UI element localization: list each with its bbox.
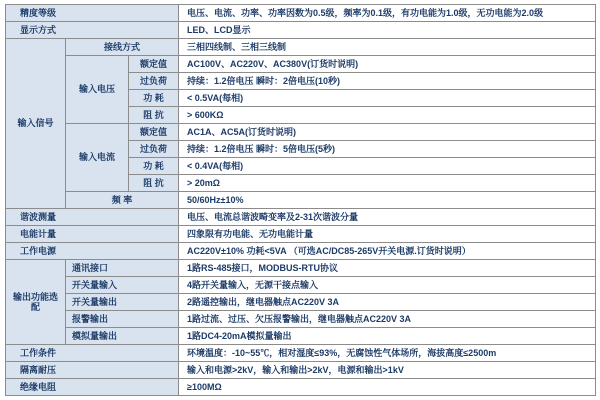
harmonic-value: 电压、电流总谐波畸变率及2-31次谐波分量	[179, 209, 596, 226]
current-rated-label: 额定值	[129, 124, 179, 141]
row-work-condition	[6, 345, 596, 362]
alarm-output-value: 1路过流、过压、欠压报警输出，继电器触点AC220V 3A	[179, 311, 596, 328]
row-alarm-output	[6, 311, 596, 328]
comm-label: 通讯接口	[66, 260, 179, 277]
voltage-group-label: 输入电压	[66, 56, 129, 124]
insulation-label: 绝缘电阻	[6, 379, 179, 396]
row-voltage-rated	[6, 56, 596, 73]
current-rated-value: AC1A、AC5A(订货时说明)	[179, 124, 596, 141]
voltage-overload-value: 持续：1.2倍电压 瞬时：2倍电压(10秒)	[179, 73, 596, 90]
energy-value: 四象限有功电能、无功电能计量	[179, 226, 596, 243]
analog-output-label: 模拟量输出	[66, 328, 179, 345]
current-impedance-value: > 20mΩ	[179, 175, 596, 192]
row-insulation	[6, 379, 596, 396]
row-analog-output	[6, 328, 596, 345]
input-signal-group-label: 输入信号	[6, 39, 66, 209]
isolation-value: 输入和电源>2kV，输入和输出>2kV，电源和输出>1kV	[179, 362, 596, 379]
current-consumption-label: 功 耗	[129, 158, 179, 175]
frequency-value: 50/60Hz±10%	[179, 192, 596, 209]
display-label: 显示方式	[6, 22, 179, 39]
work-condition-label: 工作条件	[6, 345, 179, 362]
energy-label: 电能计量	[6, 226, 179, 243]
spec-table	[5, 4, 596, 396]
current-impedance-label: 阻 抗	[129, 175, 179, 192]
alarm-output-label: 报警输出	[66, 311, 179, 328]
row-comm	[6, 260, 596, 277]
voltage-consumption-label: 功 耗	[129, 90, 179, 107]
harmonic-label: 谐波测量	[6, 209, 179, 226]
row-harmonic	[6, 209, 596, 226]
wiring-value: 三相四线制、三相三线制	[179, 39, 596, 56]
analog-output-value: 1路DC4-20mA模拟量输出	[179, 328, 596, 345]
digital-output-label: 开关量输出	[66, 294, 179, 311]
accuracy-value: 电压、电流、功率、功率因数为0.5级，频率为0.1级，有功电能为1.0级，无功电能为2.0级	[179, 5, 596, 22]
current-group-label: 输入电流	[66, 124, 129, 192]
row-display	[6, 22, 596, 39]
row-energy	[6, 226, 596, 243]
digital-input-value: 4路开关量输入，无源干接点输入	[179, 277, 596, 294]
row-digital-output	[6, 294, 596, 311]
isolation-label: 隔离耐压	[6, 362, 179, 379]
voltage-overload-label: 过负荷	[129, 73, 179, 90]
row-frequency	[6, 192, 596, 209]
power-supply-label: 工作电源	[6, 243, 179, 260]
row-wiring	[6, 39, 596, 56]
row-power-supply	[6, 243, 596, 260]
row-isolation	[6, 362, 596, 379]
voltage-rated-value: AC100V、AC220V、AC380V(订货时说明)	[179, 56, 596, 73]
row-accuracy	[6, 5, 596, 22]
current-overload-label: 过负荷	[129, 141, 179, 158]
power-supply-value: AC220V±10% 功耗<5VA （可选AC/DC85-265V开关电源.订货时说明）	[179, 243, 596, 260]
comm-value: 1路RS-485接口，MODBUS-RTU协议	[179, 260, 596, 277]
row-current-rated	[6, 124, 596, 141]
insulation-value: ≥100MΩ	[179, 379, 596, 396]
current-overload-value: 持续：1.2倍电压 瞬时：5倍电压(5秒)	[179, 141, 596, 158]
display-value: LED、LCD显示	[179, 22, 596, 39]
wiring-label: 接线方式	[66, 39, 179, 56]
output-options-group-label: 输出功能选配	[6, 260, 66, 345]
frequency-label: 频 率	[66, 192, 179, 209]
current-consumption-value: < 0.4VA(每相)	[179, 158, 596, 175]
digital-input-label: 开关量输入	[66, 277, 179, 294]
accuracy-label: 精度等级	[6, 5, 179, 22]
voltage-impedance-value: > 600KΩ	[179, 107, 596, 124]
digital-output-value: 2路遥控输出，继电器触点AC220V 3A	[179, 294, 596, 311]
voltage-consumption-value: < 0.5VA(每相)	[179, 90, 596, 107]
voltage-rated-label: 额定值	[129, 56, 179, 73]
row-digital-input	[6, 277, 596, 294]
work-condition-value: 环境温度：-10~55℃，相对湿度≤93%，无腐蚀性气体场所，海拔高度≤2500m	[179, 345, 596, 362]
voltage-impedance-label: 阻 抗	[129, 107, 179, 124]
spec-table-container	[5, 4, 596, 396]
